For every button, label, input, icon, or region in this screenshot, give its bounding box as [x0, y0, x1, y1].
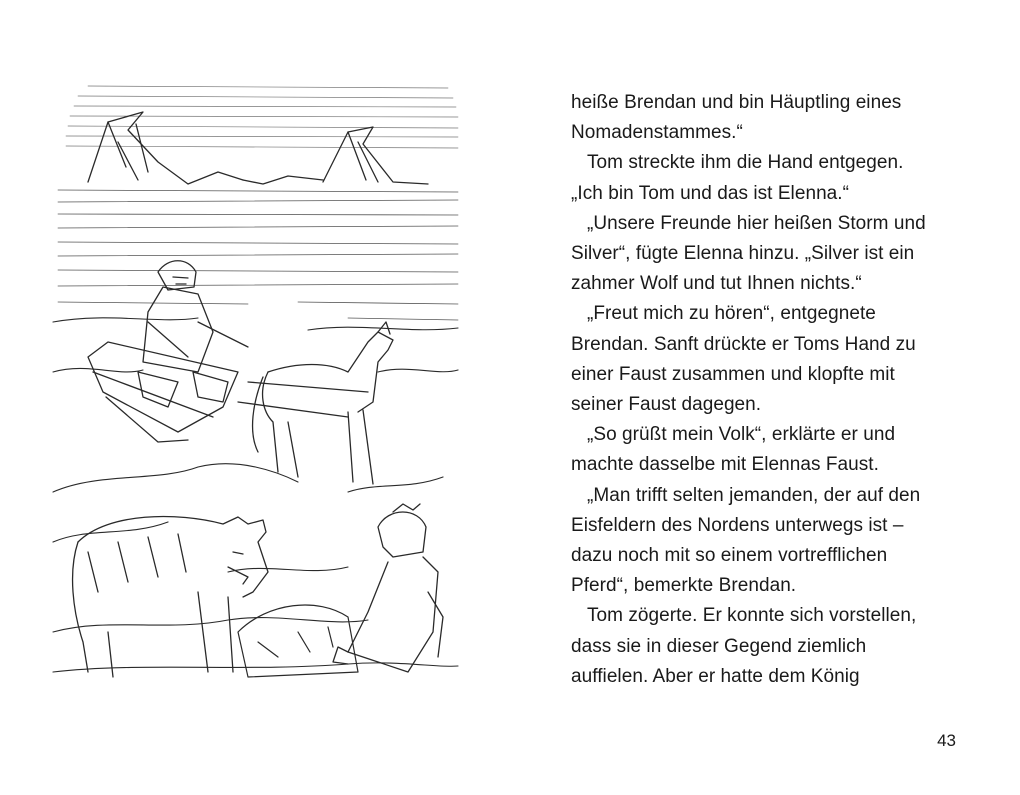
text-line: Nomadenstammes.“	[571, 122, 743, 144]
text-line: dazu noch mit so einem vortrefflichen	[571, 545, 888, 567]
text-line: heiße Brendan und bin Häuptling eines	[571, 92, 902, 113]
text-line: Eisfeldern des Nordens unterwegs ist –	[571, 514, 904, 536]
text-line: Tom zögerte. Er konnte sich vorstellen,	[587, 605, 917, 627]
text-line: zahmer Wolf und tut Ihnen nichts.“	[571, 273, 862, 295]
icebergs	[88, 112, 428, 184]
illustration	[48, 72, 468, 692]
text-line: „Man trifft selten jemanden, der auf den	[587, 484, 921, 506]
sled-with-man	[88, 261, 248, 442]
text-line: Pferd“, bemerkte Brendan.	[571, 575, 797, 597]
text-line: machte dasselbe mit Elennas Faust.	[571, 454, 879, 476]
text-line: „Ich bin Tom und das ist Elenna.“	[571, 182, 850, 204]
text-line: Silver“, fügte Elenna hinzu. „Silver ist ein	[571, 243, 915, 265]
story-text	[571, 88, 971, 692]
boy	[333, 504, 443, 672]
text-line: Brendan. Sanft drückte er Toms Hand zu	[571, 333, 916, 355]
horse	[238, 322, 393, 484]
water-lines	[58, 190, 458, 320]
text-line: auffielen. Aber er hatte dem König	[571, 665, 860, 687]
text-line: dass sie in dieser Gegend ziemlich	[571, 635, 867, 657]
text-line: „Freut mich zu hören“, entgegnete	[587, 303, 876, 325]
text-line: „Unsere Freunde hier heißen Storm und	[587, 212, 926, 234]
wolf	[73, 517, 268, 677]
text-line: Tom streckte ihm die Hand entgegen.	[587, 152, 904, 174]
text-line: seiner Faust dagegen.	[571, 394, 762, 416]
page-number: 43	[937, 731, 956, 750]
text-line: „So grüßt mein Volk“, erklärte er und	[587, 424, 896, 446]
text-line: einer Faust zusammen und klopfte mit	[571, 363, 895, 385]
